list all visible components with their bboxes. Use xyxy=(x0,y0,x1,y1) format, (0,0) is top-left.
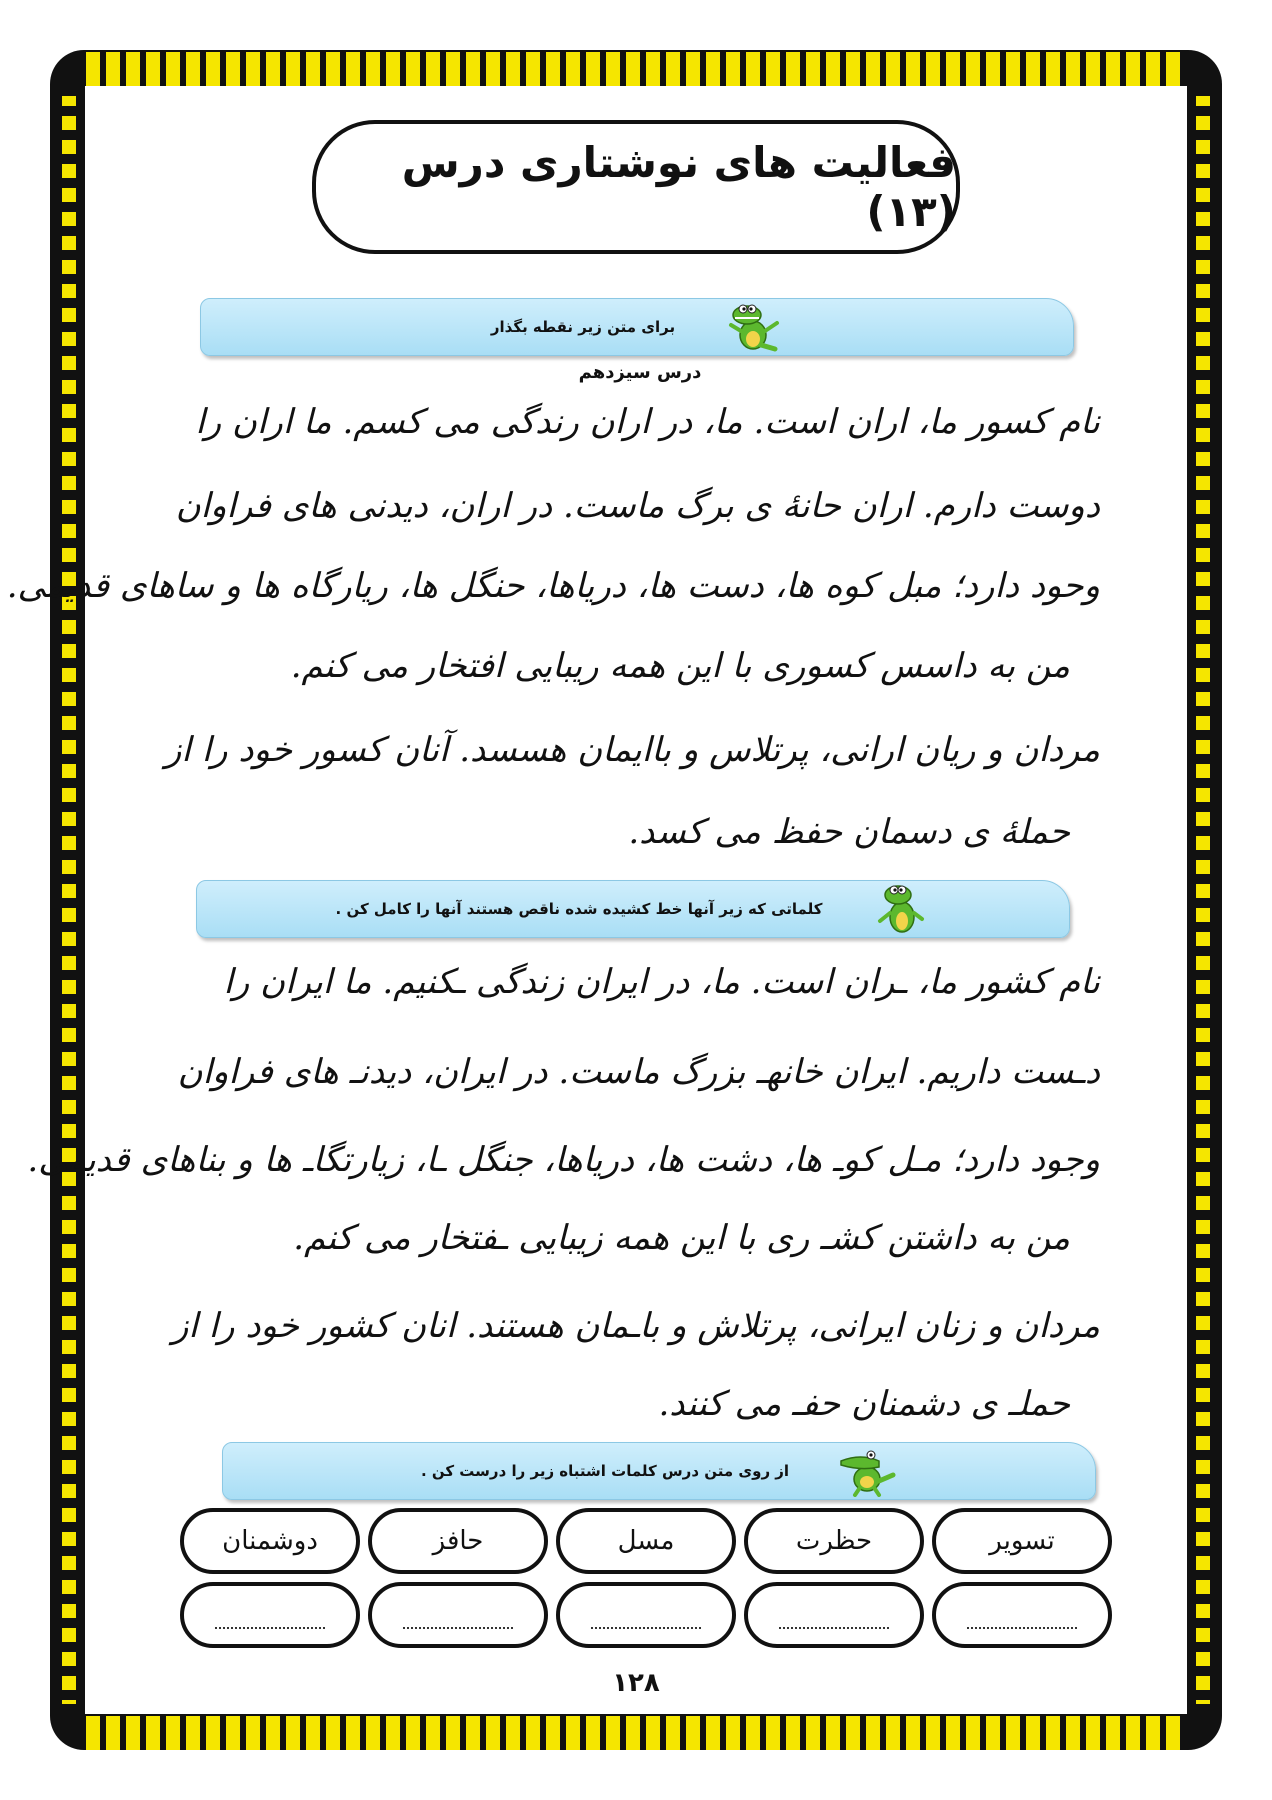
instruction-banner-1 xyxy=(200,298,1074,356)
exercise-line-6: حملـ ی دشمنان حفـ می کنند. xyxy=(658,1384,1070,1424)
handwritten-line-3: وحود دارد؛ مبل کوه ها، دست ها، دریاها، حنگل ها، ریارگاه ها و ساهای قدیمی. xyxy=(6,566,1100,606)
instruction-text-1: برای متن زیر نقطه بگذار xyxy=(490,318,676,336)
incorrect-word: حافز xyxy=(432,1526,484,1556)
handwritten-line-5: مردان و ریان ارانی، پرتلاس و باایمان هسسد. آنان کسور خود را از xyxy=(165,730,1100,770)
answer-blank xyxy=(215,1627,325,1629)
answer-blank xyxy=(779,1627,889,1629)
instruction-text-3: از روی متن درس کلمات اشتباه زیر را درست کن . xyxy=(420,1462,790,1480)
answer-blank xyxy=(403,1627,513,1629)
word-cell-4 xyxy=(368,1508,548,1574)
instruction-banner-3 xyxy=(222,1442,1096,1500)
title-box xyxy=(312,120,960,254)
answer-cell-3[interactable] xyxy=(556,1582,736,1648)
word-cell-5 xyxy=(180,1508,360,1574)
word-cell-1 xyxy=(932,1508,1112,1574)
incorrect-word: مسل xyxy=(617,1526,675,1556)
handwritten-line-1: نام کسور ما، اران است. ما، در اران رندگی می کسم. ما اران را xyxy=(195,402,1100,442)
top-border-band xyxy=(86,52,1186,86)
page-title: فعالیت های نوشتاری درس (۱۳) xyxy=(401,138,956,236)
answer-blank xyxy=(967,1627,1077,1629)
crocodile-icon xyxy=(837,1445,897,1497)
word-cell-2 xyxy=(744,1508,924,1574)
answer-cell-2[interactable] xyxy=(744,1582,924,1648)
instruction-text-2: کلماتی که زیر آنها خط کشیده شده ناقص هستند آنها را کامل کن . xyxy=(335,900,823,918)
crocodile-icon xyxy=(870,883,930,935)
incorrect-word: حظرت xyxy=(795,1526,873,1556)
instruction-banner-2 xyxy=(196,880,1070,938)
handwritten-line-6: حملهٔ ی دسمان حفظ می کسد. xyxy=(628,812,1070,852)
handwritten-line-2: دوست دارم. اران حانهٔ ی برگ ماست. در اران، دیدنی های فراوان xyxy=(175,486,1100,526)
exercise-line-3: وجود دارد؛ مـل کوـ ها، دشت ها، دریاها، جنگل ـا، زیارتگاـ ها و بناهای قدیمی. xyxy=(27,1140,1100,1180)
incorrect-word: دوشمنان xyxy=(222,1526,318,1556)
handwritten-line-4: من به داسس کسوری با این همه ریبایی افتخار می کنم. xyxy=(290,646,1070,686)
exercise-line-4: من به داشتن کشـ ری با این همه زیبایی ـفتخار می کنم. xyxy=(293,1218,1070,1258)
exercise-line-1: نام کشور ما، ـران است. ما، در ایران زندگی ـکنیم. ما ایران را xyxy=(223,962,1100,1002)
answer-blank xyxy=(591,1627,701,1629)
bottom-border-band xyxy=(86,1716,1186,1750)
exercise-line-2: دـست داریم. ایران خانهـ بزرگ ماست. در ایران، دیدنـ های فراوان xyxy=(177,1052,1100,1092)
exercise-line-5: مردان و زنان ایرانی، پرتلاش و باـمان هستند. انان کشور خود را از xyxy=(171,1306,1100,1346)
page-number: ۱۲۸ xyxy=(612,1668,660,1698)
answer-cell-5[interactable] xyxy=(180,1582,360,1648)
incorrect-word: تسویر xyxy=(989,1526,1055,1556)
word-cell-3 xyxy=(556,1508,736,1574)
crocodile-icon xyxy=(723,301,783,353)
right-border-band xyxy=(1192,92,1214,1708)
answer-cell-4[interactable] xyxy=(368,1582,548,1648)
lesson-subheading: درس سیزدهم xyxy=(578,362,702,383)
answer-cell-1[interactable] xyxy=(932,1582,1112,1648)
left-border-band xyxy=(58,92,80,1708)
